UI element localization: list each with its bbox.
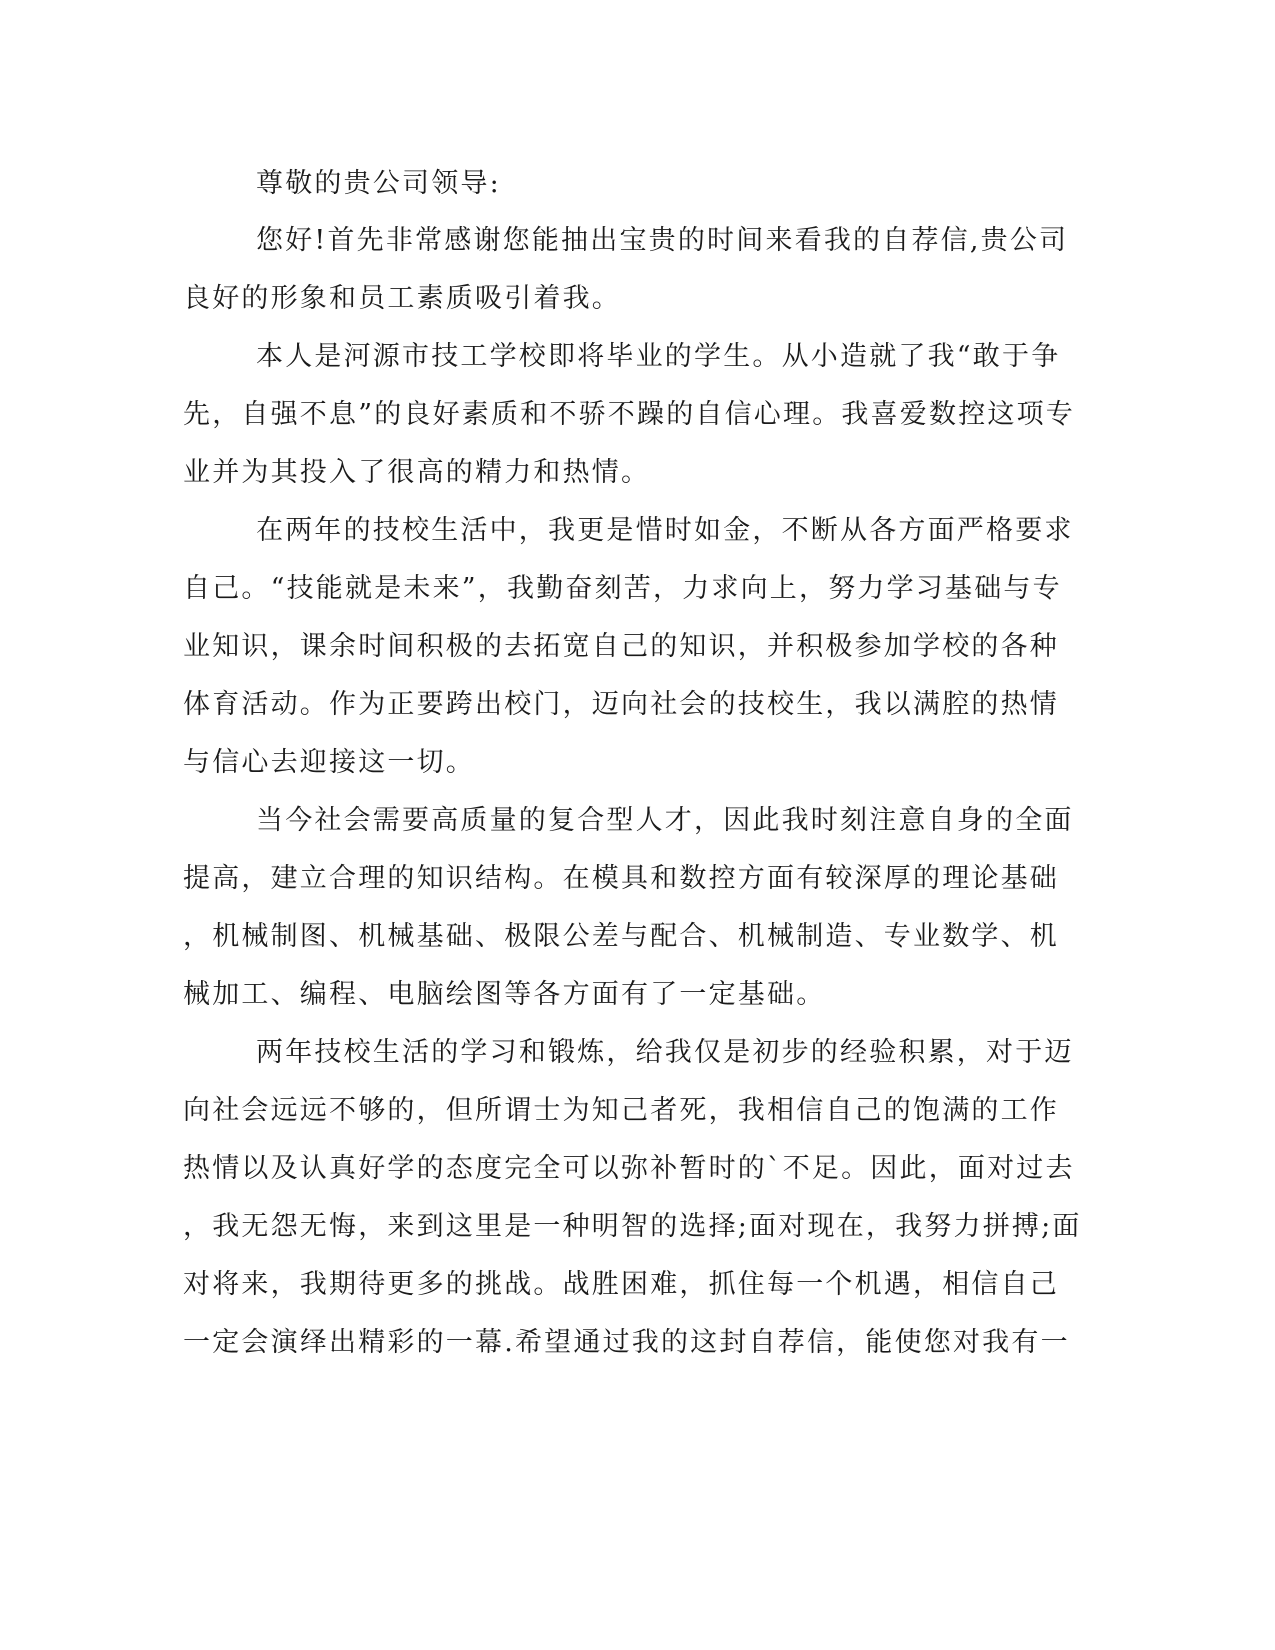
paragraph-3-line-4: 体育活动。作为正要跨出校门，迈向社会的技校生，我以满腔的热情: [183, 689, 1059, 720]
paragraph-5-line-3: 热情以及认真好学的态度完全可以弥补暂时的`不足。因此，面对过去: [183, 1153, 1075, 1184]
paragraph-3-line-1: 在两年的技校生活中，我更是惜时如金，不断从各方面严格要求: [256, 515, 1074, 546]
paragraph-3-line-3: 业知识，课余时间积极的去拓宽自己的知识，并积极参加学校的各种: [183, 631, 1059, 662]
paragraph-2-line-1: 本人是河源市技工学校即将毕业的学生。从小造就了我“敢于争: [256, 341, 1061, 372]
paragraph-5-line-2: 向社会远远不够的，但所谓士为知己者死，我相信自己的饱满的工作: [183, 1095, 1059, 1126]
paragraph-2-line-2: 先，自强不息”的良好素质和不骄不躁的自信心理。我喜爱数控这项专: [183, 399, 1076, 430]
paragraph-2-line-3: 业并为其投入了很高的精力和热情。: [183, 457, 651, 488]
paragraph-4-line-2: 提高，建立合理的知识结构。在模具和数控方面有较深厚的理论基础: [183, 863, 1059, 894]
paragraph-1-line-2: 良好的形象和员工素质吸引着我。: [183, 283, 621, 314]
paragraph-4-line-4: 械加工、编程、电脑绘图等各方面有了一定基础。: [183, 979, 826, 1010]
paragraph-3-line-2: 自己。“技能就是未来”，我勤奋刻苦，力求向上，努力学习基础与专: [183, 573, 1062, 604]
paragraph-1-line-1: 您好!首先非常感谢您能抽出宝贵的时间来看我的自荐信,贵公司: [256, 225, 1069, 256]
paragraph-4-line-1: 当今社会需要高质量的复合型人才，因此我时刻注意自身的全面: [256, 805, 1074, 836]
paragraph-5-line-1: 两年技校生活的学习和锻炼，给我仅是初步的经验积累，对于迈: [256, 1037, 1074, 1068]
paragraph-3-line-5: 与信心去迎接这一切。: [183, 747, 475, 778]
paragraph-4-line-3: ，机械制图、机械基础、极限公差与配合、机械制造、专业数学、机: [183, 921, 1059, 952]
paragraph-5-line-6: 一定会演绎出精彩的一幕.希望通过我的这封自荐信，能使您对我有一: [183, 1327, 1070, 1358]
salutation: 尊敬的贵公司领导:: [256, 168, 501, 199]
paragraph-5-line-5: 对将来，我期待更多的挑战。战胜困难，抓住每一个机遇，相信自己: [183, 1269, 1059, 1300]
paragraph-5-line-4: ，我无怨无悔，来到这里是一种明智的选择;面对现在，我努力拼搏;面: [183, 1211, 1082, 1242]
